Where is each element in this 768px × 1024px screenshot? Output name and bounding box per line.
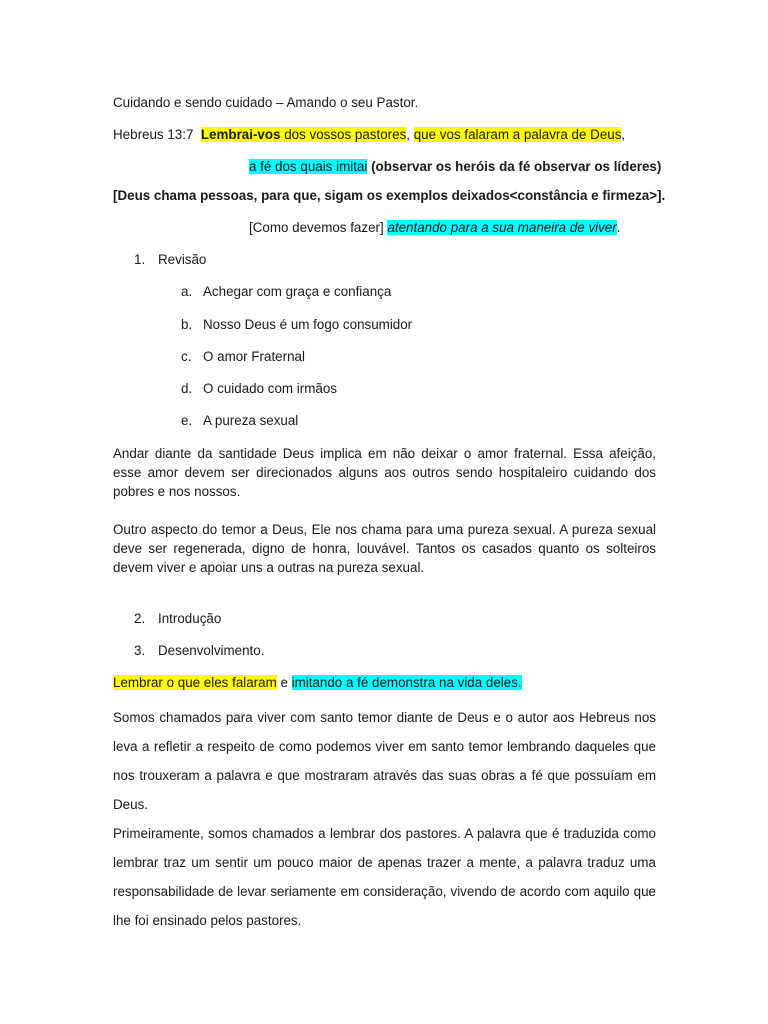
sublist-text: O amor Fraternal	[203, 349, 305, 364]
sublist-letter: b.	[181, 317, 193, 332]
list-item-3	[134, 642, 265, 660]
paragraph-remember-pastors: Primeiramente, somos chamados a lembrar dos pastores. A palavra que é traduzida como lembrar traz um sentir um pouco maior de apenas trazer a mente, a palavra traduz uma responsabilidade de levar seriamente em consideração, vivendo de acordo com aquilo que lhe foi ensinado pelos pastores.	[113, 826, 656, 928]
key-point-remember: Lembrar o que eles falaram	[113, 675, 277, 690]
list-number: 3.	[134, 643, 146, 658]
faith-note: (observar os heróis da fé observar os líderes)	[367, 159, 662, 174]
list-label: Desenvolvimento.	[158, 643, 265, 658]
sublist-letter: e.	[181, 413, 193, 428]
list-label: Introdução	[158, 611, 222, 626]
sublist-text: O cuidado com irmãos	[203, 381, 337, 396]
list-number: 2.	[134, 611, 146, 626]
how-prefix: [Como devemos fazer]	[249, 220, 388, 235]
how-end: .	[616, 220, 621, 235]
sublist-text: A pureza sexual	[203, 413, 299, 428]
verse-highlight-remember: Lembrai-vos	[200, 127, 281, 142]
list-label: Revisão	[158, 252, 207, 267]
list-item-1	[134, 251, 207, 269]
sublist-text: Achegar com graça e confiança	[203, 284, 392, 299]
sublist-letter: a.	[181, 284, 193, 299]
sublist-item-a	[181, 283, 392, 301]
key-point-connector: e	[276, 675, 292, 690]
list-number: 1.	[134, 252, 146, 267]
verse-highlight-pastors: dos vossos pastores	[280, 127, 407, 142]
sublist-item-e	[181, 412, 299, 430]
verse-end: ,	[621, 127, 626, 142]
how-highlight: atentando para a sua maneira de viver	[387, 220, 617, 235]
key-point-imitate: imitando a fé demonstra na vida deles.	[291, 675, 522, 690]
sublist-item-b	[181, 316, 413, 334]
list-item-2	[134, 610, 222, 628]
sublist-text: Nosso Deus é um fogo consumidor	[203, 317, 413, 332]
how-line	[249, 219, 620, 237]
verse-separator: ,	[406, 127, 414, 142]
verse-reference: Hebreus 13:7	[113, 127, 194, 142]
faith-highlight: a fé dos quais imitai	[249, 159, 368, 174]
document-title: Cuidando e sendo cuidado – Amando o seu Pastor.	[113, 95, 419, 110]
verse-highlight-word: que vos falaram a palavra de Deus	[413, 127, 622, 142]
sublist-item-c	[181, 348, 305, 366]
sublist-letter: c.	[181, 349, 192, 364]
verse-line-2	[249, 158, 661, 176]
paragraph-holy-fear: Somos chamados para viver com santo temor diante de Deus e o autor aos Hebreus nos leva a refletir a respeito de como podemos viver em santo temor lembrando daqueles que nos trouxeram a palavra e que mostraram através das suas obras a fé que possuíam em Deus.	[113, 710, 656, 812]
verse-line	[113, 126, 625, 144]
sublist-item-d	[181, 380, 337, 398]
bracket-note: [Deus chama pessoas, para que, sigam os exemplos deixados<constância e firmeza>].	[113, 188, 666, 203]
key-point-line	[113, 674, 522, 692]
paragraph-sexual-purity: Outro aspecto do temor a Deus, Ele nos chama para uma pureza sexual. A pureza sexual deve ser regenerada, digno de honra, louvável. Tantos os casados quanto os solteiros devem viver e apoiar uns a outras na pureza sexual.	[113, 522, 656, 575]
sublist-letter: d.	[181, 381, 193, 396]
paragraph-fraternal-love: Andar diante da santidade Deus implica em não deixar o amor fraternal. Essa afeição, esse amor devem ser direcionados alguns aos outros sendo hospitaleiro cuidando dos pobres e nos nossos.	[113, 446, 656, 499]
